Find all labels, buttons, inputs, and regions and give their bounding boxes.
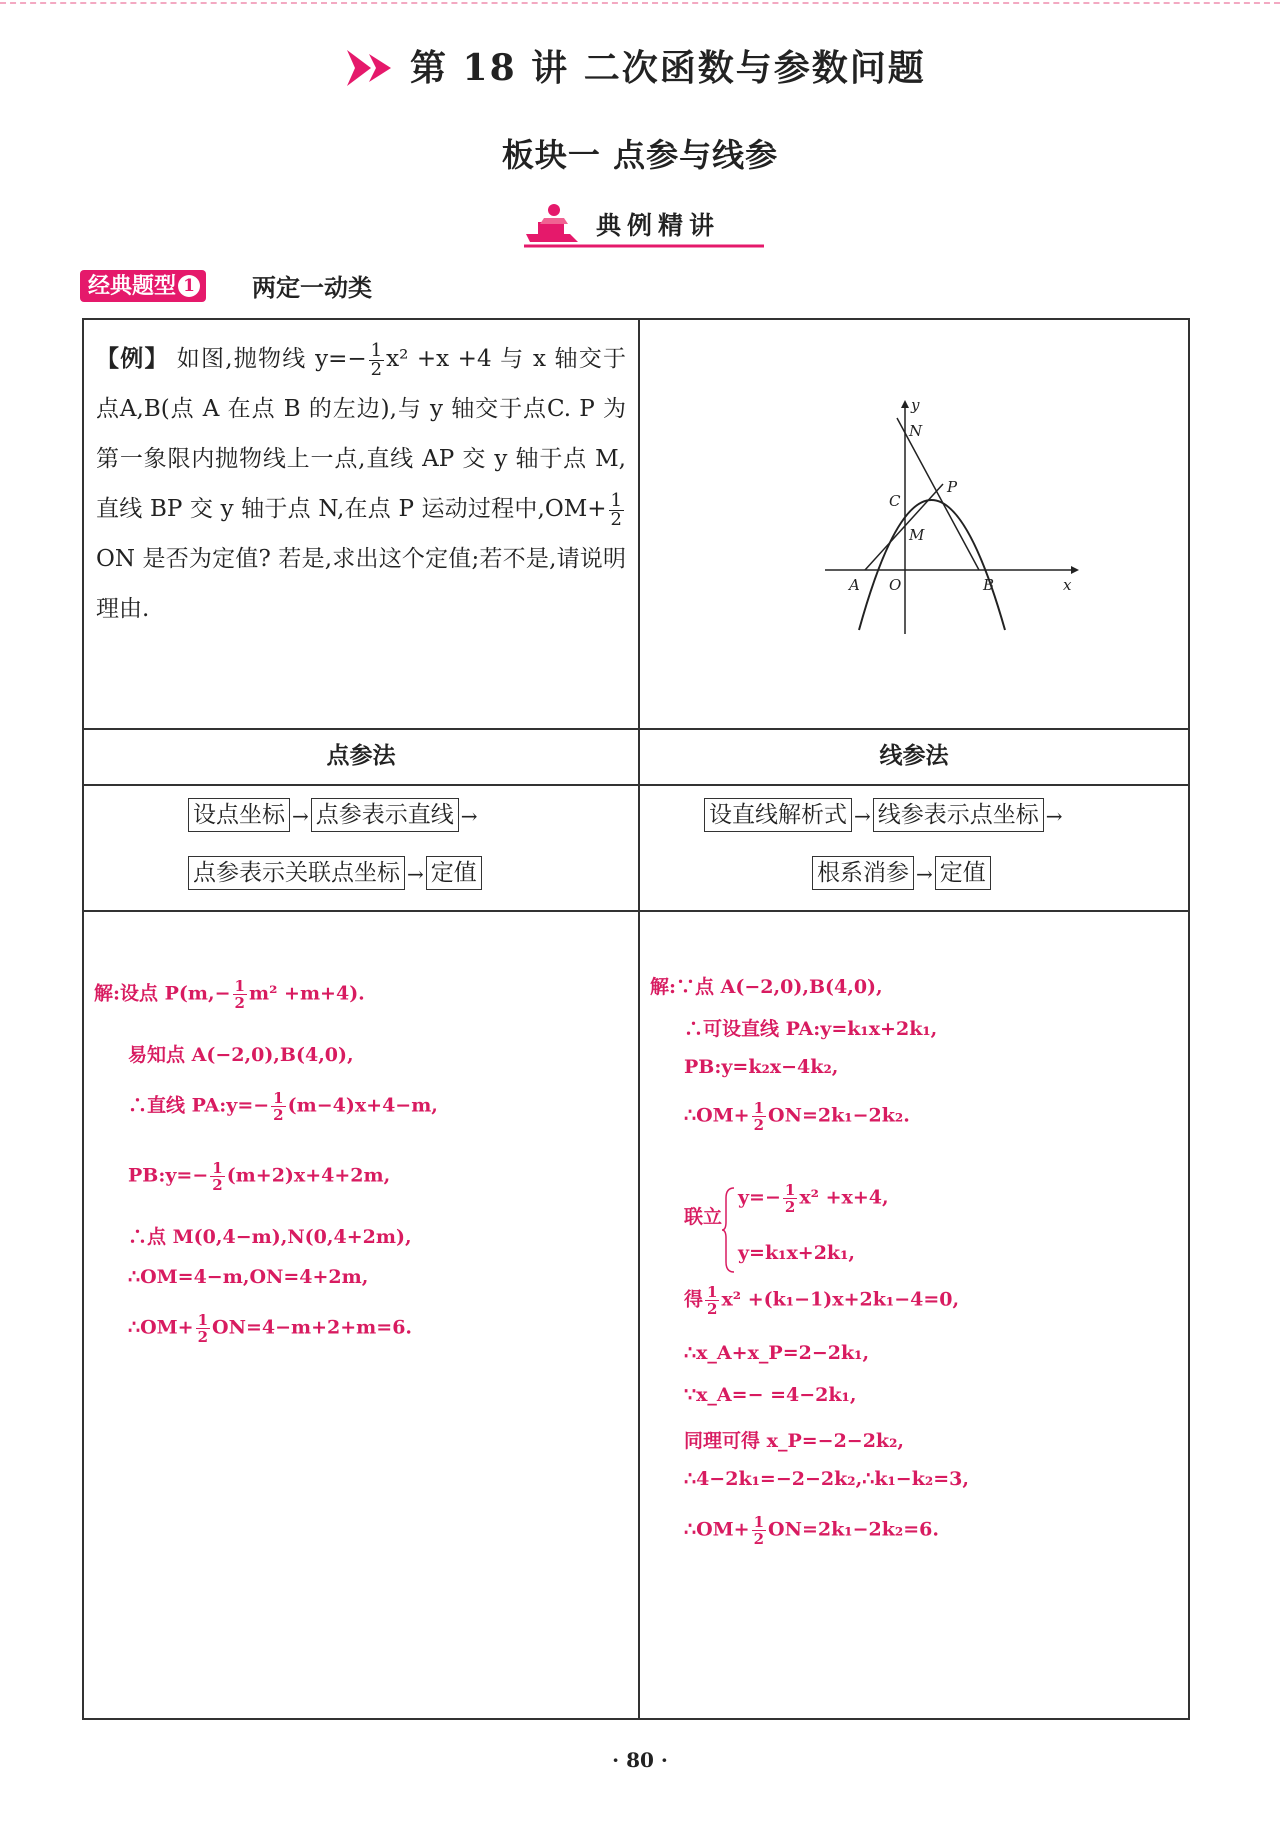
typical-label: 典例精讲 [596, 211, 721, 240]
badge-number: 1 [178, 275, 200, 297]
chapter-title: 第 18 讲 二次函数与参数问题 [410, 47, 926, 89]
flow-step: 设点坐标 [188, 798, 290, 832]
chapter-header [0, 40, 1280, 90]
section-title: 板块一 点参与线参 [501, 136, 779, 174]
example-statement: 【例】 如图,抛物线 y=− $\frac{1}{2}$ x² +x +4 与 x 轴交于点A,B(点 A 在点 B 的左边),与 y 轴交于点C. P 为第一象限内抛物线上一点,直线 AP 交 y 轴于点 M,直线 BP 交 y 轴于点 N,在点 P 运动过程中,OM+ $\frac{1}{2}$ ON 是否为定值? 若是,求出这个定值;若不是,请说明理由. [96, 339, 626, 622]
label-P: P [947, 478, 958, 496]
left-flow-row1: 设点坐标 → 点参表示直线 → [188, 798, 480, 832]
column-divider [638, 320, 640, 1718]
top-dashed-border [0, 2, 1280, 4]
label-B: B [983, 576, 995, 594]
example-frame: 【例】 如图,抛物线 y=− $\frac{1}{2}$ x² +x +4 与 x 轴交于点A,B(点 A 在点 B 的左边),与 y 轴交于点C. P 为第一象限内抛物线上一点,直线 AP 交 y 轴于点 M,直线 BP 交 y 轴于点 N,在点 P 运动过程中,OM+ $\frac{1}{2}$ ON 是否为定值? 若是,求出这个定值;若不是,请说明理由. y x N C P M A O B 点参法 线参法 设点坐标 → 点参表示直线 → 点参表示关联点坐标 → 定值 设直线解析式 → 线参表示点坐标 → 根系消参 → 定值 解:设点 P(m,− $\frac{1}{2}$ m² +m+4). 易知点 A(−2,0),B(4,0), ∴直线 PA:y=− $\frac{1}{2}$ (m−4)x+4−m, PB:y=− $\frac{1}{2}$ (m+2)x+4+2m, ∴点 M(0,4−m),N(0,4+2m), ∴OM=4−m,ON=4+2m, ∴OM+ $\frac{1}{2}$ ON=4−m+2+m=6. 解:∵点 A(−2,0),B(4,0), ∴可设直线 PA:y=k₁x+2k₁, PB:y=k₂x−4k₂, ∴OM+ $\frac{1}{2}$ ON=2k₁−2k₂. 联立 y=− $\frac{1}{2}$ x² +x+4, y=k₁x+2k₁, 得 $\frac{1}{2}$ x² +(k₁−1)x+2k₁−4=0, ∴x_A+x_P=2−2k₁, ∵x_A=− =4−2k₁, 同理可得 x_P=−2−2k₂, ∴4−2k₁=−2−2k₂,∴k₁−k₂=3, ∴OM+ $\frac{1}{2}$ ON=2k₁−2k₂=6. [82, 318, 1190, 1720]
label-x: x [1063, 576, 1072, 594]
parabola-figure [819, 400, 1079, 640]
problem-type-badge [80, 270, 206, 302]
divider-flow [84, 910, 1188, 912]
flow-step: 定值 [426, 856, 482, 890]
label-y: y [911, 400, 920, 414]
badge-label: 经典题型 [88, 273, 177, 299]
left-flow-row2: 点参表示关联点坐标 → 定值 [188, 856, 482, 890]
page-number: · 80 · [612, 1748, 668, 1772]
right-flow-row2: 根系消参 → 定值 [812, 856, 991, 890]
flow-step: 定值 [935, 856, 991, 890]
divider-header [84, 784, 1188, 786]
right-flow-row1: 设直线解析式 → 线参表示点坐标 → [704, 798, 1065, 832]
problem-type-name: 两定一动类 [252, 273, 372, 302]
label-C: C [889, 492, 901, 510]
label-A: A [849, 576, 860, 594]
flow-step: 点参表示直线 [311, 798, 459, 832]
label-O: O [889, 576, 902, 594]
label-N: N [909, 422, 923, 440]
example-tag: 【例】 [96, 345, 169, 372]
flow-step: 线参表示点坐标 [873, 798, 1044, 832]
label-M: M [909, 526, 925, 544]
system-brace-icon [722, 1186, 736, 1274]
flow-step: 根系消参 [812, 856, 914, 890]
flow-step: 设直线解析式 [704, 798, 852, 832]
line-param-header: 线参法 [879, 742, 949, 769]
point-param-header: 点参法 [326, 742, 396, 769]
double-arrow-icon [347, 48, 399, 88]
flow-step: 点参表示关联点坐标 [188, 856, 405, 890]
typical-examples-banner [520, 200, 770, 250]
